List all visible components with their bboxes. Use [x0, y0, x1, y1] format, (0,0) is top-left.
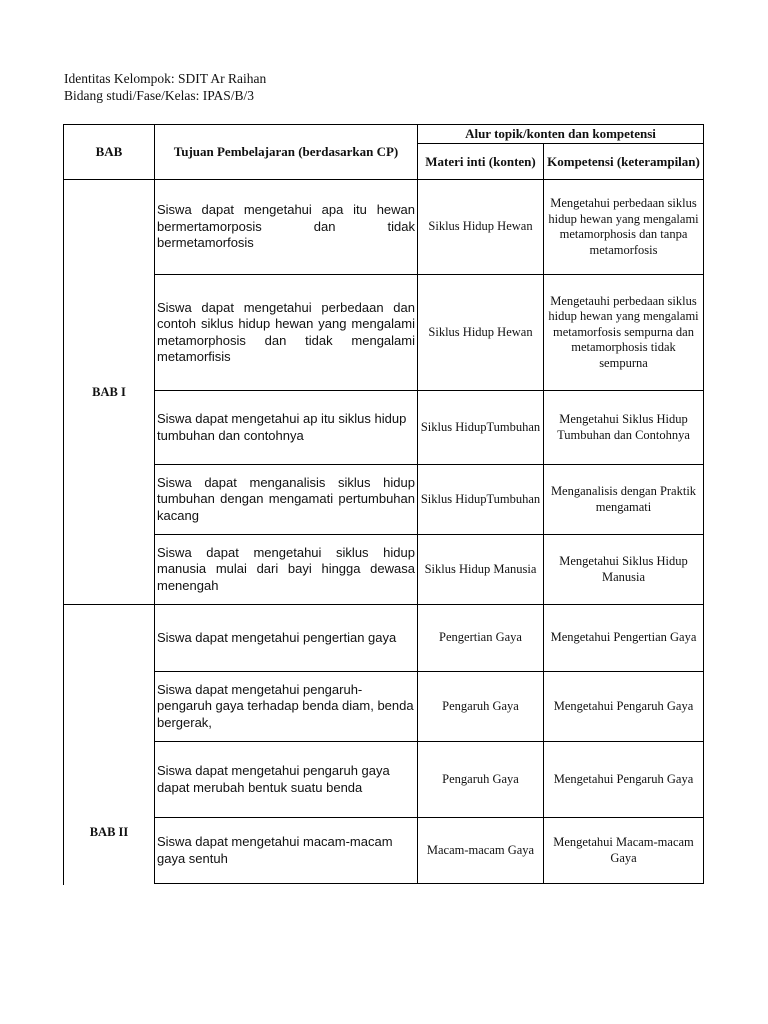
header-alur: Alur topik/konten dan kompetensi	[465, 126, 656, 141]
kompetensi-cell: Mengetahui Siklus Hidup Tumbuhan dan Contohnya	[557, 412, 690, 442]
tujuan-cell: Siswa dapat mengetahui siklus hidup manusia mulai dari bayi hingga dewasa menengah	[157, 544, 415, 593]
header-bab: BAB	[95, 144, 123, 159]
header-kompetensi: Kompetensi (keterampilan)	[547, 153, 700, 169]
materi-cell: Siklus HidupTumbuhan	[420, 491, 541, 506]
tujuan-cell: Siswa dapat mengetahui pengertian gaya	[157, 629, 397, 645]
bab-label: BAB II	[89, 824, 129, 839]
kompetensi-cell: Mengetahui Pengaruh Gaya	[553, 771, 694, 786]
materi-cell: Siklus Hidup Manusia	[424, 561, 537, 576]
tujuan-cell: Siswa dapat menganalisis siklus hidup tumbuhan dengan mengamati pertumbuhan kacang	[157, 474, 415, 523]
materi-cell: Pengertian Gaya	[439, 630, 522, 645]
kompetensi-cell: Mengetahui Siklus Hidup Manusia	[559, 554, 688, 584]
materi-cell: Macam-macam Gaya	[426, 842, 535, 857]
header-tujuan: Tujuan Pembelajaran (berdasarkan CP)	[173, 144, 399, 159]
tujuan-cell: Siswa dapat mengetahui pengaruh-pengaruh gaya terhadap benda diam, benda bergerak,	[157, 681, 414, 730]
kompetensi-cell: Mengetauhi perbedaan siklus hidup hewan yang mengalami metamorfosis sempurna dan metamorphosis tidak sempurna	[548, 293, 699, 370]
materi-cell: Pengaruh Gaya	[442, 771, 519, 786]
tujuan-cell: Siswa dapat mengetahui pengaruh gaya dapat merubah bentuk suatu benda	[157, 763, 390, 795]
materi-cell: Siklus Hidup Hewan	[428, 219, 533, 234]
tujuan-cell: Siswa dapat mengetahui ap itu siklus hidup tumbuhan dan contohnya	[157, 411, 407, 443]
header-materi: Materi inti (konten)	[425, 153, 536, 169]
table-rule	[154, 883, 704, 884]
document-header	[64, 70, 266, 104]
kompetensi-cell: Mengetahui Pengertian Gaya	[550, 630, 697, 645]
tujuan-cell: Siswa dapat mengetahui apa itu hewan bermertamorposis dan tidak bermetamorfosis	[157, 202, 415, 251]
kompetensi-cell: Mengetahui perbedaan siklus hidup hewan yang mengalami metamorphosis dan tanpa metamorfosis	[548, 196, 699, 257]
tujuan-cell: Siswa dapat mengetahui macam-macam gaya sentuh	[157, 834, 393, 866]
kompetensi-cell: Mengetahui Macam-macam Gaya	[553, 835, 694, 865]
materi-cell: Pengaruh Gaya	[442, 698, 519, 713]
kompetensi-cell: Mengetahui Pengaruh Gaya	[553, 698, 694, 713]
bidang-studi: Bidang studi/Fase/Kelas: IPAS/B/3	[64, 88, 255, 103]
materi-cell: Siklus Hidup Hewan	[428, 324, 533, 339]
materi-cell: Siklus HidupTumbuhan	[420, 419, 541, 434]
tujuan-cell: Siswa dapat mengetahui perbedaan dan contoh siklus hidup hewan yang mengalami metamorphosis dan tidak mengalami metamorfisis	[157, 299, 415, 364]
identitas-kelompok: Identitas Kelompok: SDIT Ar Raihan	[64, 71, 267, 86]
kompetensi-cell: Menganalisis dengan Praktik mengamati	[550, 484, 697, 514]
bab-label: BAB I	[92, 384, 126, 399]
table-rule	[703, 124, 704, 884]
